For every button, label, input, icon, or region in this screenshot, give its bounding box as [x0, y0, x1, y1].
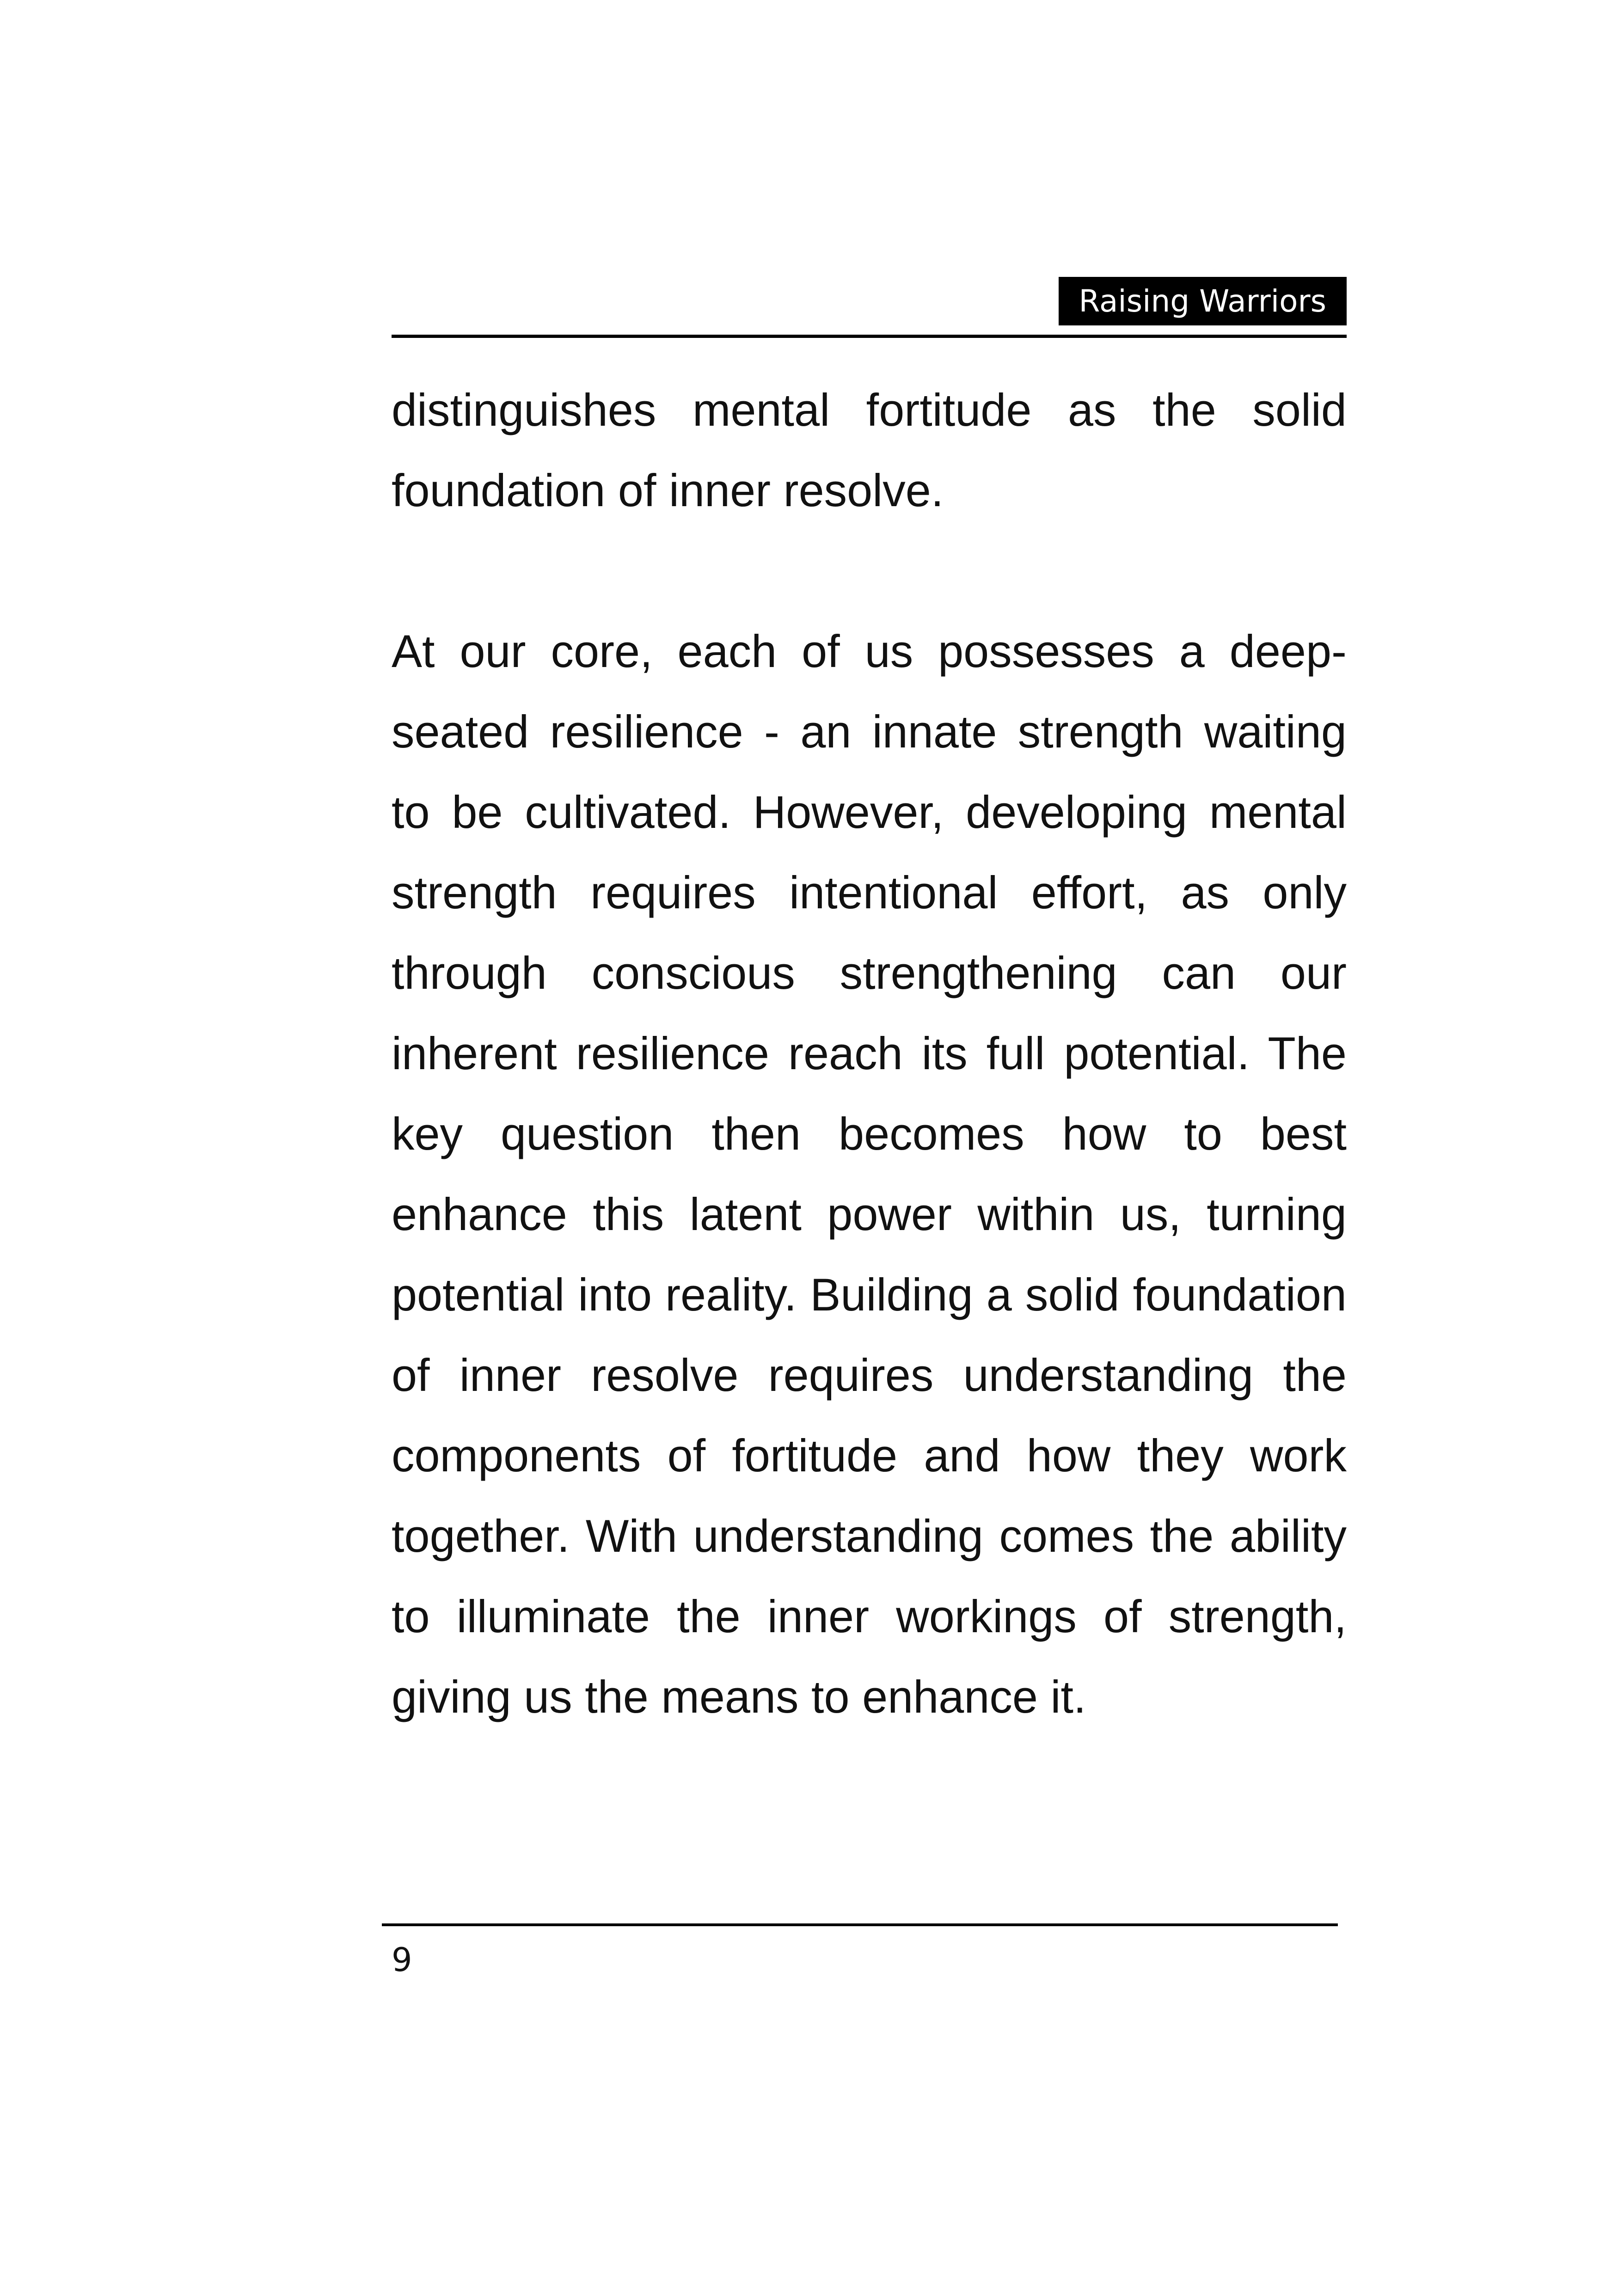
paragraph-1: distinguishes mental fortitude as the solid foundation of inner resolve. — [392, 384, 1347, 516]
footer-divider — [382, 1923, 1338, 1926]
header-divider — [392, 335, 1347, 338]
page-number: 9 — [392, 1941, 412, 1979]
paragraph-2: At our core, each of us possesses a deep-seated resilience - an innate strength waiting to be cultivated. However, developing mental strength requires intentional effort, as only through conscious strengthening can our inherent resilience reach its full potential. The key question then becomes how to best enhance this latent power within us, turning potential into reality. Building a solid foundation of inner resolve requires understanding the components of fortitude and how they work together. With understanding comes the ability to illuminate the inner workings of strength, giving us the means to enhance it. — [392, 625, 1347, 1722]
running-header-title: Raising Warriors — [1059, 277, 1347, 325]
body-text — [392, 370, 1347, 1737]
